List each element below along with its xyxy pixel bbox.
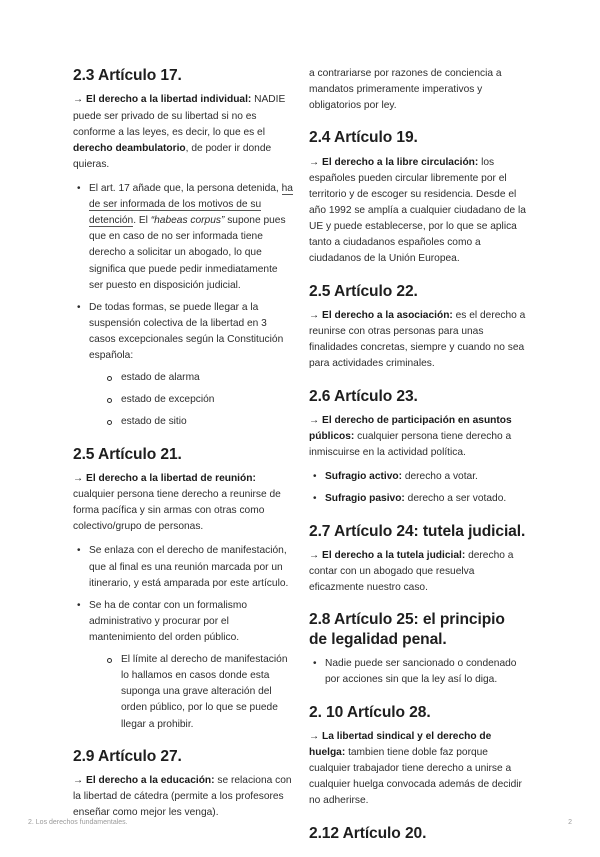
section-title: 2.5 Artículo 22. (309, 282, 418, 300)
sub-list-item: estado de alarma (89, 370, 293, 386)
footer-page-number: 2 (568, 819, 572, 826)
left-column (73, 66, 293, 836)
list-item: • Se enlaza con el derecho de manifestación, que al final es una reunión marcada por un itinerario, y está amparada por este artículo. (73, 543, 293, 591)
section-art-28 (309, 703, 527, 810)
sub-list-item: estado de sitio (89, 414, 293, 430)
section-title: 2.3 Artículo 17. (73, 67, 182, 84)
bullet-list (73, 543, 293, 732)
section-title: 2.4 Artículo 19. (309, 129, 418, 147)
section-paragraph: → El derecho a la asociación: es el derecho a reunirse con otras personas para unas finalidades concretas, siempre y cuando no sea para actividades criminales. (309, 310, 526, 370)
section-paragraph: → El derecho a la libertad individual: NADIE puede ser privado de su libertad si no es conforme a las leyes, es decir, lo que es el derecho deambulatorio, de poder ir donde quieras. (73, 94, 286, 170)
section-art-23 (309, 387, 527, 508)
section-art-27 (73, 747, 293, 822)
continuation-paragraph: a contrariarse por razones de conciencia a mandatos primeramente imperativos y obligatorios por ley. (309, 68, 502, 112)
list-item: • Se ha de contar con un formalismo administrativo y procurar por el mantenimiento del orden público. El límite al derecho de manifestación lo hallamos en casos donde esta suponga una grave alteración del orden público, por lo que se puede llegar a prohibir. (73, 598, 293, 733)
sub-list (89, 370, 293, 430)
list-item: • El art. 17 añade que, la persona detenida, ha de ser informada de los motivos de su detención. El “habeas corpus” supone pues que en caso de no ser informada tiene derecho a solicitar un abogado, lo que significa que puede pedir inmediatamente ser puesto en disposición judicial. (73, 181, 293, 294)
list-item: • Sufragio activo: derecho a votar. (309, 469, 527, 485)
section-paragraph: → El derecho a la tutela judicial: derecho a contar con un abogado que resuelva eficazmente nuestro caso. (309, 550, 514, 594)
section-art-24 (309, 522, 527, 597)
section-title: 2.7 Artículo 24: tutela judicial. (309, 522, 526, 540)
sub-list-item: El límite al derecho de manifestación lo hallamos en casos donde esta suponga una grave alteración del orden público, por lo que se puede llegar a prohibir. (89, 652, 293, 733)
section-title: 2.6 Artículo 23. (309, 387, 418, 405)
section-title: 2.9 Artículo 27. (73, 747, 182, 765)
section-title: 2.12 Artículo 20. (309, 824, 427, 842)
section-art-20 (309, 824, 527, 843)
footer-chapter-title: 2. Los derechos fundamentales. (28, 819, 128, 826)
bullet-list (309, 469, 527, 507)
section-paragraph: → El derecho a la libertad de reunión: cualquier persona tiene derecho a reunirse de forma pacífica y sin armas con otras como colectivo/grupo de personas. (73, 473, 281, 533)
list-item: • Nadie puede ser sancionado o condenado por acciones sin que la ley así lo diga. (309, 656, 527, 688)
bullet-list (309, 656, 527, 688)
section-paragraph: → El derecho de participación en asuntos públicos: cualquier persona tiene derecho a inmiscuirse en la actividad política. (309, 414, 512, 459)
section-art-21 (73, 445, 293, 733)
section-art-19 (309, 128, 527, 267)
sub-list-item: estado de excepción (89, 392, 293, 408)
section-paragraph: → El derecho a la libre circulación: los españoles pueden circular libremente por el territorio y de escoger su residencia. Desde el año 1992 se amplía a cualquier ciudadano de la UE y puede establecerse, por lo que se aplica tanto a ciudadanos españoles como a ciudadanos de la Unión Europea. (309, 156, 526, 265)
bullet-list (73, 181, 293, 431)
section-art-22 (309, 282, 527, 373)
right-column (309, 66, 527, 857)
list-item: • Sufragio pasivo: derecho a ser votado. (309, 491, 527, 507)
highlighted-text: ha de ser informada de los motivos de su detención (89, 183, 293, 227)
section-art-17 (73, 66, 293, 431)
section-paragraph: → La libertad sindical y el derecho de huelga: tambien tiene doble faz porque cualquier trabajador tiene derecho a unirse a cualquier huelga convocada además de decidir no adherirse. (309, 731, 522, 807)
section-paragraph: → El derecho a la educación: se relaciona con la libertad de cátedra (permite a los profesores enseñar como mejor les venga). (73, 775, 292, 819)
section-art-25 (309, 610, 527, 688)
sub-list (89, 652, 293, 733)
list-item: • De todas formas, se puede llegar a la suspensión colectiva de la libertad en 3 casos excepcionales según la Constitución española: estado de alarma estado de excepción estado de sitio (73, 300, 293, 431)
section-title: 2.5 Artículo 21. (73, 445, 182, 463)
section-title: 2.8 Artículo 25: el principio de legalidad penal. (309, 611, 505, 648)
section-title: 2. 10 Artículo 28. (309, 703, 431, 721)
